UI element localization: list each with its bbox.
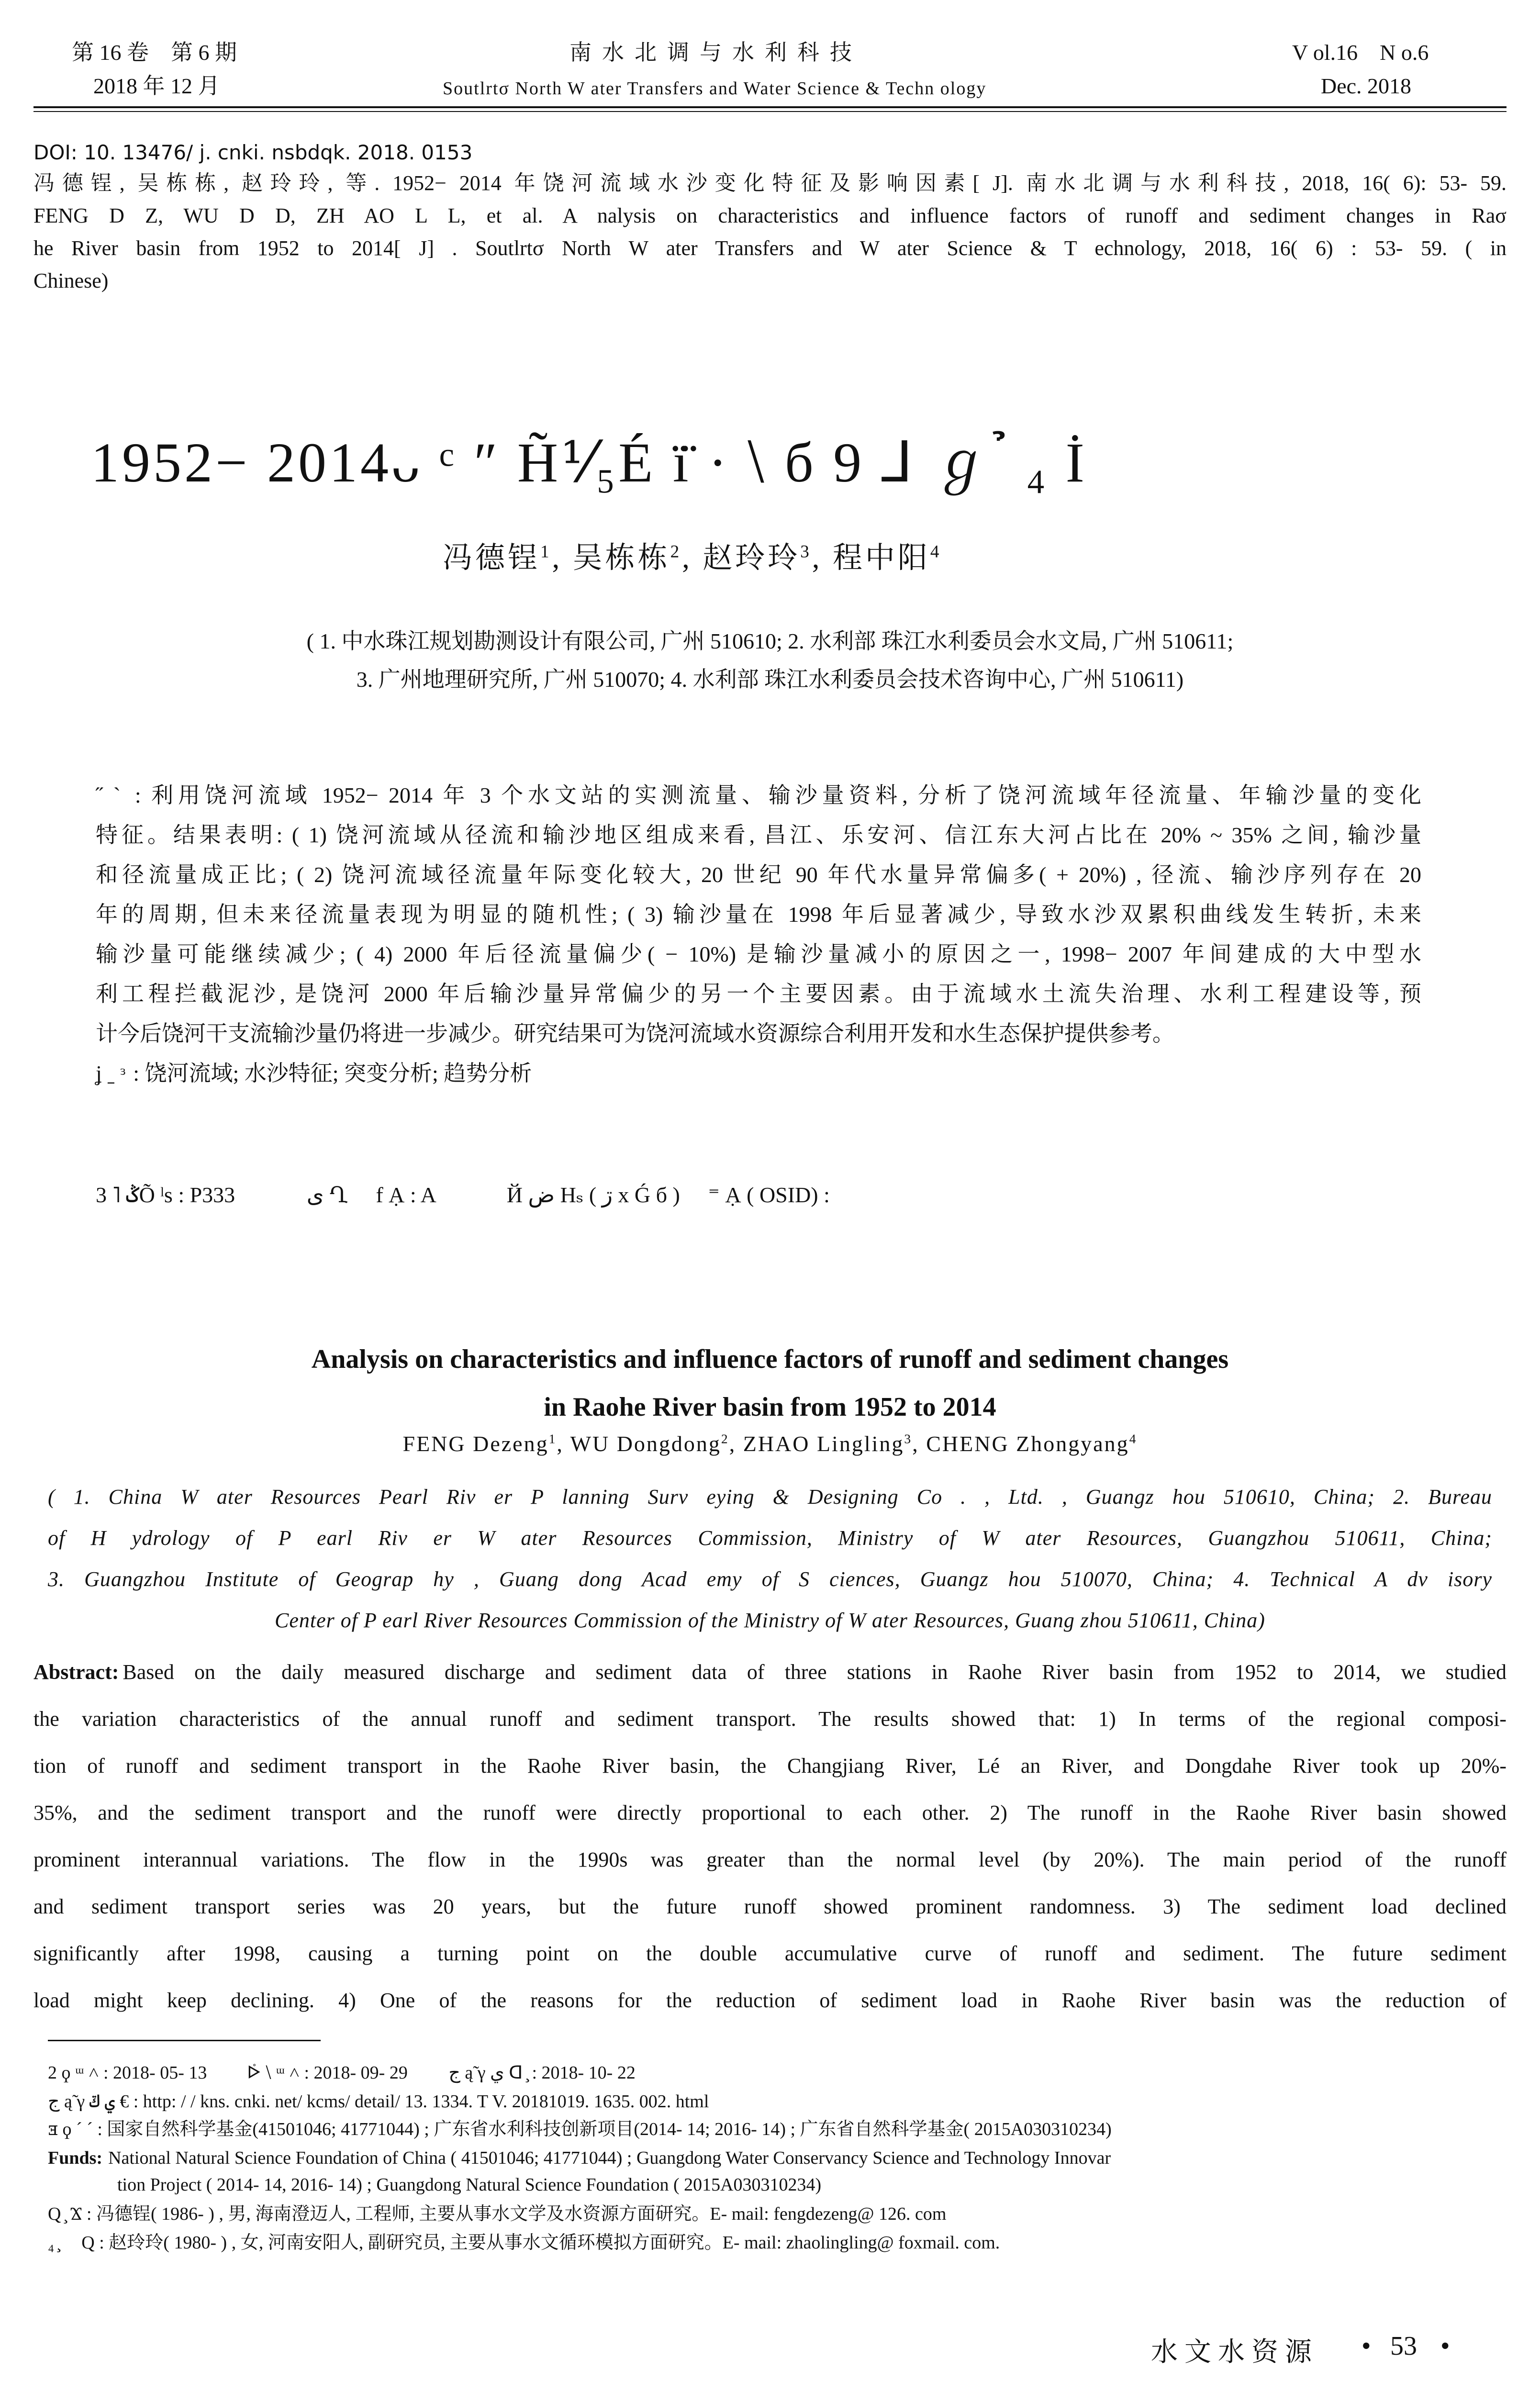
volume-issue: 第 16 卷 第 6 期: [72, 40, 237, 65]
volume-no-en: V ol.16 N o.6: [1292, 40, 1429, 65]
footer-bullet: •: [1361, 2331, 1371, 2361]
footnote-funds-en-line2: tion Project ( 2014- 14, 2016- 14) ; Guangdong Natural Science Foundation ( 2015A030310234): [117, 2175, 822, 2195]
footer-bullet-right: •: [1440, 2331, 1450, 2361]
citation-en-line3: Chinese): [33, 269, 109, 292]
article-title-en: [33, 1335, 1507, 1431]
abstract-en-line: load might keep declining. 4) One of the reasons for the reduction of sediment load in Raohe River basin was the reduction of: [33, 1989, 1507, 2012]
abstract-cn-line: ˝ ˋ : 利用饶河流域 1952− 2014 年 3 个水文站的实测流量、输沙量资料, 分析了饶河流域年径流量、年输沙量的变化: [96, 783, 1421, 807]
funds-label: Funds:: [48, 2148, 103, 2168]
header-rule-bottom: [33, 111, 1507, 112]
author-sup: 4: [930, 542, 942, 562]
author-name: 程中阳: [832, 542, 930, 574]
author-sup: 4: [1129, 1431, 1138, 1446]
authors-en: FENG Dezeng$^1$, WU Dongdong$^2$, ZHAO Lingling$^3$, CHENG Zhongyang$^4$: [402, 1431, 1138, 1456]
abstract-cn-line: 特征。结果表明: ( 1) 饶河流域从径流和输沙地区组成来看, 昌江、乐安河、信江东大河占比在 20% ~ 35% 之间, 输沙量: [96, 823, 1421, 847]
abstract-en-line: significantly after 1998, causing a turning point on the double accumulative curve of runoff and sediment. The future sediment: [33, 1942, 1507, 1965]
abstract-en-line: 35%, and the sediment transport and the runoff were directly proportional to each other. 2) The runoff in the Raohe River basin showed: [33, 1801, 1507, 1824]
abstract-en-line: tion of runoff and sediment transport in the Raohe River basin, the Changjiang River, Lé an River, and Dongdahe River took up 20%-: [33, 1754, 1507, 1778]
issue-date: 2018 年 12 月: [93, 74, 220, 98]
title-en-line: Analysis on characteristics and influence factors of runoff and sediment changes: [311, 1344, 1229, 1374]
affiliation-en-line: Center of P earl River Resources Commission of the Ministry of W ater Resources, Guang zhou 510611, China): [275, 1609, 1265, 1632]
author-sup: 2: [721, 1431, 729, 1446]
abstract-cn: [96, 775, 1421, 1093]
author-sup: 3: [904, 1431, 913, 1446]
author-name: 吴栋栋: [572, 542, 670, 574]
journal-name-en: Soutlrtσ North W ater Transfers and Water Science & Techn ology: [443, 78, 987, 99]
abstract-cn-line: 输沙量可能继续减少; ( 4) 2000 年后径流量偏少( − 10%) 是输沙量减小的原因之一, 1998− 2007 年间建成的大中型水: [96, 942, 1421, 966]
author-name: 赵玲玲: [703, 542, 801, 574]
journal-name-cn: 南水北调与水利科技: [569, 40, 862, 65]
citation-cn: 冯德锃, 吴栋栋, 赵玲玲, 等. 1952− 2014 年饶河流域水沙变化特征及影响因素[ J]. 南水北调与水利科技, 2018, 16( 6): 53- 59.: [33, 171, 1507, 195]
page-number: 53: [1390, 2331, 1417, 2361]
author-name-en: FENG Dezeng: [402, 1431, 549, 1456]
article-title-cn: 1952− 2014ᴗ ᶜ ″ H̃⅟₅É ï̈ · ⧵ б 9 ⅃ ℊ ̉ ₄ İ: [91, 431, 1087, 494]
keywords-cn: [96, 1053, 1421, 1093]
footnote-rule: [48, 2040, 321, 2041]
doi[interactable]: DOI: 10. 13476/ j. cnki. nsbdqk. 2018. 0153: [33, 141, 473, 164]
affiliation-en-line: 3. Guangzhou Institute of Geograp hy , Guang dong Acad emy of S ciences, Guangz hou 510070, China; 4. Technical A dv isory: [48, 1567, 1492, 1591]
abstract-en-label: Abstract:: [33, 1660, 119, 1684]
author-name-en: ZHAO Lingling: [743, 1431, 904, 1456]
author-sup: 1: [540, 542, 552, 562]
abstract-cn-line: 年的周期, 但未来径流量表现为明显的随机性; ( 3) 输沙量在 1998 年后显著减少, 导致水沙双累积曲线发生转折, 未来: [96, 902, 1421, 927]
keywords-cn-label: ʝ ˍ ᵌ: [96, 1061, 126, 1085]
author-name: 冯德锃: [443, 542, 541, 574]
footnote-fund-cn: ⱻ ϙ ˊ ˊ : 国家自然科学基金(41501046; 41771044) ; 广东省水利科技创新项目(2014- 14; 2016- 14) ; 广东省自然科学基金( 2015A030310234): [48, 2119, 1112, 2139]
author-sup: 1: [548, 1431, 557, 1446]
footnote-author1: Q ̧ Ϫ : 冯德锃( 1986- ) , 男, 海南澄迈人, 工程师, 主要从事水文学及水资源方面研究。E- mail: fengdezeng@ 126. com: [48, 2204, 947, 2224]
abstract-cn-line: 计今后饶河干支流输沙量仍将进一步减少。研究结果可为饶河流域水资源综合利用开发和水生态保护提供参考。: [96, 1021, 1174, 1046]
author-name-en: CHENG Zhongyang: [926, 1431, 1129, 1456]
footnote-author2: ₄ ̧ Q : 赵玲玲( 1980- ) , 女, 河南安阳人, 副研究员, 主要从事水文循环模拟方面研究。E- mail: zhaolingling@ foxmail. com.: [48, 2233, 1000, 2253]
abstract-en-line: and sediment transport series was 20 years, but the future runoff showed prominent randomness. 3) The sediment load declined: [33, 1895, 1507, 1918]
issue-date-en: Dec. 2018: [1321, 74, 1412, 98]
classification-line: 3 ˥ ݣÕ ˡs : P333 ی Ղ ⃞ f Ạ : A Й ض Hₛ ( ڗ x Ǵ б ) ⃞ ⁼ Ạ ( OSID) :: [96, 1183, 830, 1207]
affiliations-cn: [96, 622, 1444, 699]
footnote-url[interactable]: ج ą̃ γ ي ݿ € : http: / / kns. cnki. net/ kcms/ detail/ 13. 1334. T V. 20181019. 1635. 002. html: [48, 2091, 709, 2112]
author-sup: 3: [800, 542, 812, 562]
citation-en-line2: he River basin from 1952 to 2014[ J] . Soutlrtσ North W ater Transfers and W ater Science & T echnology, 2018, 16( 6) : 53- 59. ( in: [33, 236, 1507, 260]
affiliation-line: ( 1. 中水珠江规划勘测设计有限公司, 广州 510610; 2. 水利部 珠江水利委员会水文局, 广州 510611;: [306, 629, 1234, 653]
abstract-en: [33, 1649, 1507, 2024]
footnote-dates: 2 ϙ ᵚ ˄ : 2018- 05- 13 ᢰ ⧵ ᵚ ˄ : 2018- 09- 29 ج ą̃ γ ي ᗡ ̧ : 2018- 10- 22: [48, 2063, 636, 2083]
title-en-line: in Raohe River basin from 1952 to 2014: [544, 1392, 996, 1422]
abstract-en-line: the variation characteristics of the annual runoff and sediment transport. The results showed that: 1) In terms of the regional composi-: [33, 1707, 1507, 1731]
footnote-funds-en: Funds: National Natural Science Foundation of China ( 41501046; 41771044) ; Guangdong Water Conservancy Science and Technology Innovar: [48, 2148, 1111, 2168]
affiliation-en-line: of H ydrology of P earl Riv er W ater Resources Commission, Ministry of W ater Resources, Guangzhou 510611, China;: [48, 1526, 1492, 1550]
keywords-cn-text: : 饶河流域; 水沙特征; 突变分析; 趋势分析: [133, 1061, 532, 1085]
abstract-cn-line: 利工程拦截泥沙, 是饶河 2000 年后输沙量异常偏少的另一个主要因素。由于流域水土流失治理、水利工程建设等, 预: [96, 982, 1422, 1006]
abstract-en-line: prominent interannual variations. The flow in the 1990s was greater than the normal level (by 20%). The main period of the runoff: [33, 1848, 1507, 1871]
author-sup: 2: [670, 542, 682, 562]
header-rule-top: [33, 106, 1507, 108]
abstract-cn-label: ˝ ˋ: [96, 783, 125, 807]
abstract-en-line: Abstract: Based on the daily measured discharge and sediment data of three stations in Raohe River basin from 1952 to 2014, we studied: [33, 1660, 1507, 1684]
authors-cn: 冯德锃$^1$, 吴栋栋$^2$, 赵玲玲$^3$, 程中阳$^4$: [443, 542, 942, 574]
author-name-en: WU Dongdong: [570, 1431, 721, 1456]
affiliation-line: 3. 广州地理研究所, 广州 510070; 4. 水利部 珠江水利委员会技术咨询中心, 广州 510611): [356, 667, 1184, 692]
affiliation-en-line: ( 1. China W ater Resources Pearl Riv er P lanning Surv eying & Designing Co . , Ltd. , Guangz hou 510610, China; 2. Bureau: [48, 1485, 1492, 1509]
affiliations-en: [48, 1476, 1492, 1641]
abstract-cn-line: 和径流量成正比; ( 2) 饶河流域径流量年际变化较大, 20 世纪 90 年代水量异常偏多( + 20%) , 径流、输沙序列存在 20: [96, 862, 1421, 887]
citation-en-line1: FENG D Z, WU D D, ZH AO L L, et al. A nalysis on characteristics and influence factors of runoff and sediment changes in Raσ: [33, 204, 1507, 227]
footer-journal: 水文水资源: [1151, 2337, 1318, 2367]
